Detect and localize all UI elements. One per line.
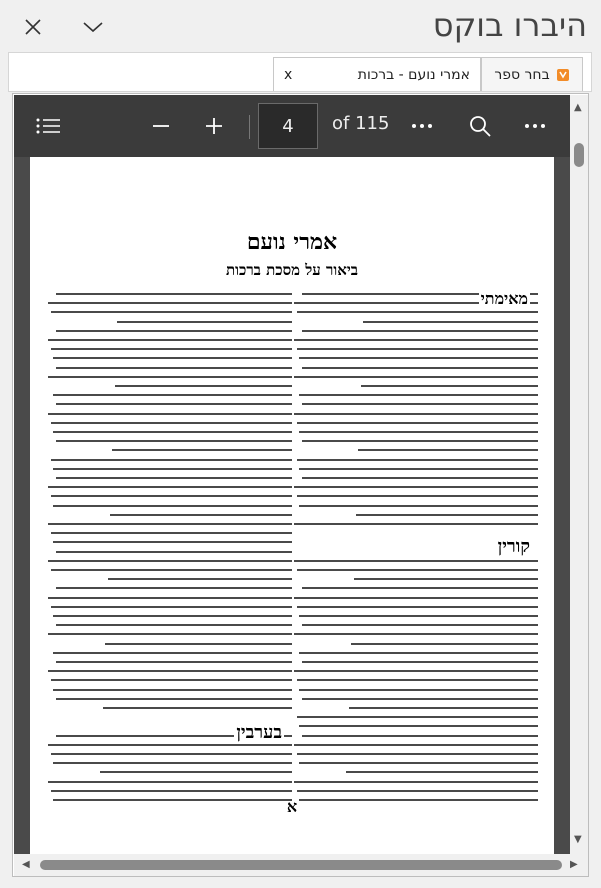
text-line (297, 311, 538, 313)
text-line (56, 477, 292, 479)
text-line (53, 357, 292, 359)
vertical-scrollbar[interactable] (570, 95, 588, 854)
collapse-button[interactable] (78, 12, 108, 42)
plus-icon (204, 116, 224, 136)
tab-document[interactable] (273, 57, 481, 91)
text-line (100, 771, 292, 773)
text-line (48, 302, 292, 304)
text-line (299, 505, 538, 507)
text-line (294, 744, 538, 746)
text-line (56, 624, 292, 626)
text-line (349, 707, 538, 709)
title-bar (0, 0, 601, 52)
text-line (51, 422, 292, 424)
text-line (356, 514, 538, 516)
text-line (53, 689, 292, 691)
text-line (56, 367, 292, 369)
headword: קורין (497, 536, 530, 557)
text-line (56, 403, 292, 405)
list-icon (35, 116, 61, 136)
text-line (294, 781, 538, 783)
text-line (48, 486, 292, 488)
text-line (294, 339, 538, 341)
pdf-viewer (12, 93, 589, 877)
text-line (51, 753, 292, 755)
text-line (51, 495, 292, 497)
text-line (56, 698, 292, 700)
zoom-in-button[interactable] (198, 110, 230, 142)
text-line (297, 606, 538, 608)
pdf-page (30, 157, 554, 854)
text-line (297, 790, 538, 792)
text-line (297, 569, 538, 571)
text-line (48, 376, 292, 378)
text-line (56, 440, 292, 442)
text-line (297, 753, 538, 755)
text-line (48, 633, 292, 635)
document-canvas (14, 157, 570, 854)
text-line (51, 790, 292, 792)
search-button[interactable] (464, 110, 496, 142)
text-line (299, 652, 538, 654)
close-icon (24, 18, 42, 36)
zoom-out-button[interactable] (145, 110, 177, 142)
text-line (297, 348, 538, 350)
more-horizontal-icon (411, 123, 433, 129)
text-line (363, 321, 538, 323)
scroll-left-icon[interactable]: ◀ (22, 859, 30, 870)
text-line (48, 413, 292, 415)
text-line (297, 422, 538, 424)
text-line (48, 744, 292, 746)
text-line (51, 569, 292, 571)
text-line (294, 376, 538, 378)
text-line (51, 679, 292, 681)
text-line (48, 339, 292, 341)
text-line (53, 394, 292, 396)
text-line (53, 615, 292, 617)
text-line (299, 431, 538, 433)
scroll-right-icon[interactable]: ▶ (570, 859, 578, 870)
text-line (48, 597, 292, 599)
text-line (302, 735, 538, 737)
text-line (48, 560, 292, 562)
vertical-scroll-thumb[interactable] (574, 143, 584, 167)
text-line (302, 367, 538, 369)
text-line (48, 781, 292, 783)
viewer-toolbar (14, 95, 570, 157)
text-line (294, 486, 538, 488)
page-title: אמרי נועם (246, 229, 338, 255)
text-line (56, 551, 292, 553)
text-line (299, 689, 538, 691)
text-line (115, 385, 292, 387)
text-line (361, 385, 538, 387)
chevron-down-icon (82, 20, 104, 34)
search-icon (469, 115, 491, 137)
book-icon (556, 68, 570, 82)
text-line (51, 606, 292, 608)
text-line (294, 670, 538, 672)
scroll-up-icon[interactable]: ▲ (574, 102, 582, 113)
text-line (117, 321, 292, 323)
more-page-options-button[interactable] (406, 110, 438, 142)
text-line (302, 330, 538, 332)
text-line (53, 505, 292, 507)
tab-strip (8, 52, 592, 92)
text-line (351, 643, 538, 645)
text-line (51, 348, 292, 350)
toolbar-divider (249, 115, 250, 139)
more-options-button[interactable] (519, 110, 551, 142)
text-line (302, 403, 538, 405)
text-line (56, 587, 292, 589)
text-line (302, 477, 538, 479)
tab-document-label: אמרי נועם - ברכות (357, 66, 470, 83)
text-line (358, 449, 538, 451)
text-line (299, 468, 538, 470)
minus-icon (151, 116, 171, 136)
text-line (294, 597, 538, 599)
tab-home[interactable] (481, 57, 583, 91)
horizontal-scrollbar[interactable] (14, 854, 588, 876)
text-line (302, 440, 538, 442)
text-line (53, 762, 292, 764)
text-line (110, 514, 292, 516)
text-line (346, 771, 538, 773)
text-line (297, 679, 538, 681)
text-line (103, 707, 292, 709)
scroll-down-icon[interactable]: ▼ (574, 834, 582, 845)
text-line (48, 523, 292, 525)
close-window-button[interactable] (18, 12, 48, 42)
text-line (302, 587, 538, 589)
tab-close-button[interactable]: x (284, 66, 293, 83)
page-letter: א (286, 797, 298, 816)
text-line (51, 459, 292, 461)
text-line (53, 468, 292, 470)
text-line (294, 560, 538, 562)
page-count: of 115 (332, 113, 390, 134)
text-line (51, 311, 292, 313)
text-line (354, 578, 539, 580)
text-line (302, 698, 538, 700)
headword: מאימתי (480, 289, 528, 308)
text-line (56, 293, 292, 295)
text-line (112, 449, 292, 451)
app-title: היברו בוקס (432, 6, 587, 44)
text-line (302, 661, 538, 663)
text-line (56, 661, 292, 663)
text-line (299, 762, 538, 764)
page-number-input[interactable]: 4 (258, 103, 318, 149)
text-line (294, 523, 538, 525)
text-line (51, 532, 292, 534)
text-line (299, 615, 538, 617)
tab-home-label: בחר ספר (494, 66, 550, 83)
horizontal-scroll-thumb[interactable] (40, 860, 562, 870)
text-line (294, 413, 538, 415)
text-line (297, 459, 538, 461)
headword: בערבין (236, 722, 282, 743)
text-line (299, 725, 538, 727)
text-line (294, 633, 538, 635)
text-line (48, 670, 292, 672)
text-line (297, 716, 538, 718)
text-line (53, 431, 292, 433)
text-line (299, 357, 538, 359)
text-line (53, 541, 292, 543)
text-line (56, 330, 292, 332)
text-line (53, 652, 292, 654)
text-line (108, 578, 293, 580)
text-line (105, 643, 292, 645)
more-horizontal-icon (524, 123, 546, 129)
text-line (297, 495, 538, 497)
text-line (299, 394, 538, 396)
page-subtitle: ביאור על מסכת ברכות (226, 261, 358, 279)
text-line (302, 624, 538, 626)
outline-button[interactable] (32, 110, 64, 142)
